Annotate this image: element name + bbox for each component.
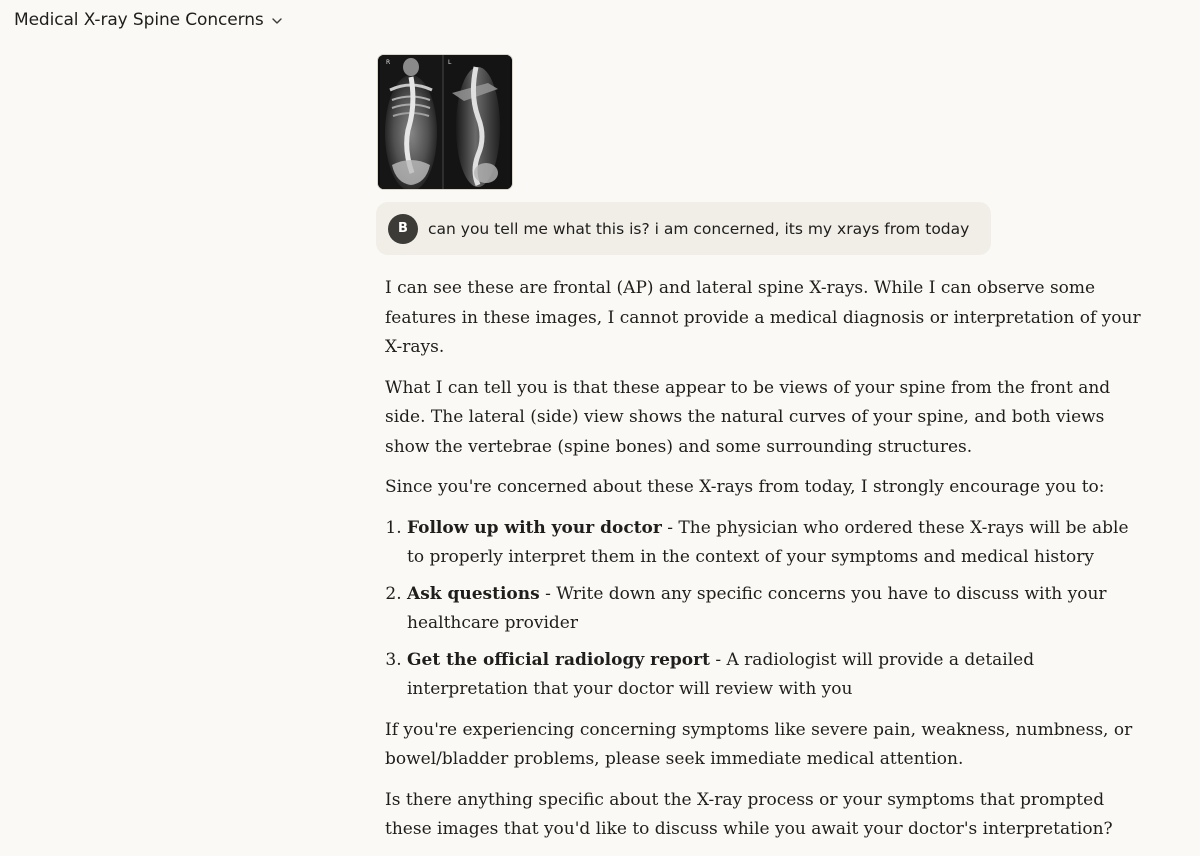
list-item-title: Follow up with your doctor [407,517,662,538]
response-paragraph: I can see these are frontal (AP) and lateral spine X-rays. While I can observe some features in these images, I cannot provide a medical diagnosis or interpretation of your X-rays. [385,278,1141,357]
recommendation-list [385,514,1145,705]
response-paragraph: Since you're concerned about these X-rays from today, I strongly encourage you to: [385,477,1105,497]
avatar: B [388,214,418,244]
list-item-text: - A radiologist will provide a detailed interpretation that your doctor will review with you [407,649,1035,699]
response-paragraph: Is there anything specific about the X-ray process or your symptoms that prompted these images that you'd like to discuss while you await your doctor's interpretation? [385,789,1113,839]
assistant-response [385,274,1145,856]
list-item [407,646,1145,705]
lateral-xray-view [444,55,510,189]
chevron-down-icon [270,14,284,28]
list-item-title: Ask questions [407,583,540,604]
response-paragraph: What I can tell you is that these appear to be views of your spine from the front and side. The lateral (side) view shows the natural curves of your spine, and both views show the vertebrae (spine bones) and some surrounding structures. [385,377,1111,457]
list-item [407,514,1145,573]
xray-image-attachment[interactable] [378,55,512,189]
list-item-text: - Write down any specific concerns you have to discuss with your healthcare provider [407,583,1107,633]
user-message-text: can you tell me what this is? i am concerned, its my xrays from today [428,219,970,238]
conversation-title-menu[interactable] [14,7,284,33]
list-item-text: - The physician who ordered these X-rays will be able to properly interpret them in the context of your symptoms and medical history [407,517,1129,567]
user-message [376,202,991,255]
conversation-title: Medical X-ray Spine Concerns [14,10,264,30]
list-item [407,580,1145,639]
xray-marker-left: R [386,59,391,66]
response-paragraph: If you're experiencing concerning symptoms like severe pain, weakness, numbness, or bowel/bladder problems, please seek immediate medical attention. [385,719,1133,769]
list-item-title: Get the official radiology report [407,649,710,670]
frontal-xray-view [380,55,442,189]
xray-marker-right: L [448,59,452,66]
